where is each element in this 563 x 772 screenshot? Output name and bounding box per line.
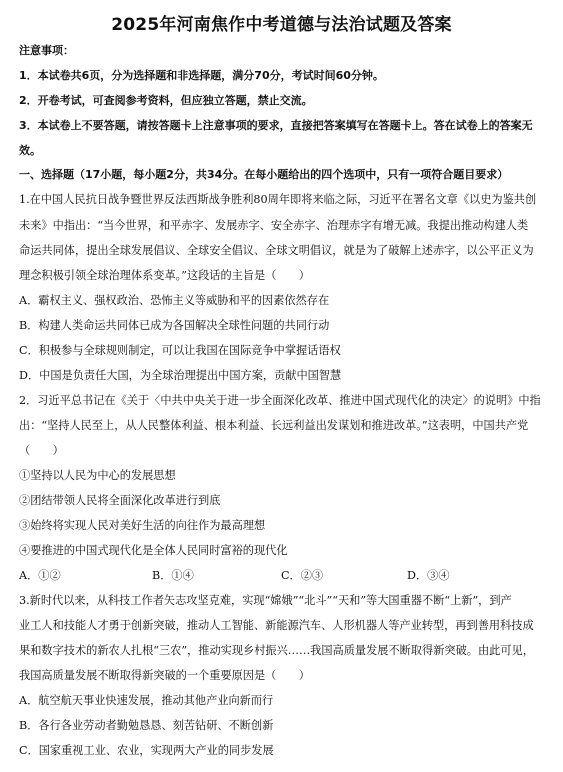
answer-option: B．各行各业劳动者勤勉恳恳、刻苦钻研、不断创新 [19,719,274,732]
answer-option: A．航空航天事业快速发展，推动其他产业向新而行 [19,694,274,707]
question-text: 果和数字技术的新农人扎根“三农”，推动实现乡村振兴……我国高质量发展不断取得新突破。由此可见， [19,644,534,657]
question-text: 业工人和技能人才勇于创新突破，推动人工智能、新能源汽车、人形机器人等产业转型，再到善用科技成 [19,619,534,632]
answer-option: B．构建人类命运共同体已成为各国解决全球性问题的共同行动 [19,319,330,332]
notice-heading: 注意事项： [19,44,74,57]
question-text: 1.在中国人民抗日战争暨世界反法西斯战争胜利80周年即将来临之际，习近平在署名文章《以史为鉴共创 [19,193,537,206]
question-text: 理念积极引领全球治理体系变革。”这段话的主旨是（ ） [19,269,310,282]
question-text: 3.新时代以来，从科技工作者矢志攻坚克难，实现“嫦娥”“北斗”“天和”等大国重器不断“上新”，到产 [19,594,512,607]
notice-item: 2．开卷考试，可查阅参考资料，但应独立答题，禁止交流。 [19,94,313,107]
answer-option: A．霸权主义、强权政治、恐怖主义等威胁和平的因素依然存在 [19,294,330,307]
page-title: 2025年河南焦作中考道德与法治试题及答案 [111,15,452,35]
question-text: 我国高质量发展不断取得新突破的一个重要原因是（ ） [19,669,310,682]
answer-option: C．②③ [281,569,324,582]
question-text: 出：“坚持人民至上，从人民整体利益、根本利益、长远利益出发谋划和推进改革。”这表明，中国共产党 [19,419,529,432]
statement: ③始终将实现人民对美好生活的向往作为最高理想 [19,519,266,532]
answer-option: D．中国是负责任大国，为全球治理提出中国方案，贡献中国智慧 [19,369,342,382]
statement: ④要推进的中国式现代化是全体人民同时富裕的现代化 [19,544,288,557]
section-heading: 一、选择题（17小题，每小题2分，共34分。在每小题给出的四个选项中，只有一项符合题目要求） [19,168,509,181]
answer-option: C．积极参与全球规则制定，可以让我国在国际竞争中掌握话语权 [19,344,341,357]
question-text: （ ） [19,444,64,457]
question-text: 未来》中指出：“当今世界，和平赤字、发展赤字、安全赤字、治理赤字有增无减。我提出推动构建人类 [19,219,529,232]
answer-option: B．①④ [152,569,194,582]
notice-item: 1．本试卷共6页，分为选择题和非选择题，满分70分，考试时间60分钟。 [19,69,384,82]
question-text: 2．习近平总书记在《关于〈中共中央关于进一步全面深化改革、推进中国式现代化的决定〉的说明》中指 [19,394,541,407]
answer-option: A．①② [19,569,61,582]
question-text: 命运共同体，提出全球发展倡议、全球安全倡议、全球文明倡议，就是为了破解上述赤字，以公平正义为 [19,244,534,257]
answer-option: C．国家重视工业、农业，实现两大产业的同步发展 [19,744,274,757]
statement: ①坚持以人民为中心的发展思想 [19,469,176,482]
statement: ②团结带领人民将全面深化改革进行到底 [19,494,221,507]
notice-item: 3．本试卷上不要答题，请按答题卡上注意事项的要求，直接把答案填写在答题卡上。答在试卷上的答案无 [19,119,533,132]
answer-option: D．③④ [407,569,450,582]
notice-item: 效。 [19,144,41,157]
